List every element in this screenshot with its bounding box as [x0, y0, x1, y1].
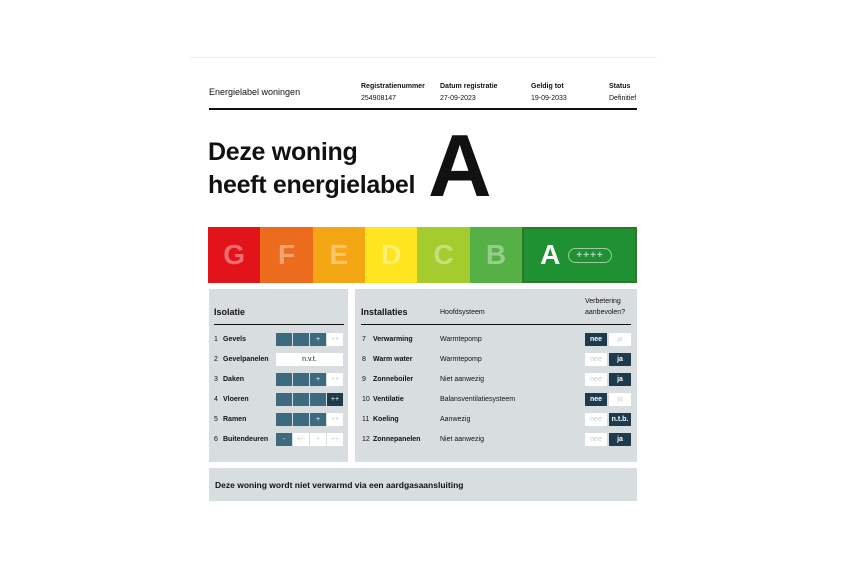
nee-option: nee — [585, 373, 607, 386]
nee-option: nee — [585, 333, 607, 346]
ja-option: ja — [609, 333, 631, 346]
row-number: 11 — [362, 416, 370, 423]
row-system: Warmtepomp — [440, 336, 482, 343]
row-name: Koeling — [373, 416, 399, 423]
row-system: Niet aanwezig — [440, 436, 484, 443]
energy-label-letter: A — [428, 116, 492, 215]
isolatie-rule — [214, 324, 344, 325]
installatie-row — [362, 413, 632, 426]
isolatie-row — [214, 353, 344, 366]
registration-number-label: Registratienummer — [361, 83, 425, 90]
status — [609, 81, 636, 105]
scale-segment-a — [522, 227, 637, 283]
rating-cells — [276, 433, 343, 446]
row-name: Vloeren — [223, 396, 249, 403]
isolatie-row — [214, 333, 344, 346]
row-number: 10 — [362, 396, 370, 403]
registration-number-value: 254908147 — [361, 95, 397, 102]
rating-cell — [310, 393, 326, 406]
rating-cells — [276, 413, 343, 426]
row-name: Zonneboiler — [373, 376, 414, 383]
registration-date — [440, 81, 498, 105]
registration-date-label: Datum registratie — [440, 83, 498, 90]
title-line-1: Deze woning — [208, 138, 358, 166]
verbetering-header-2: aanbevolen? — [585, 309, 626, 316]
recommendation-toggle — [585, 353, 631, 366]
rating-cells — [276, 373, 343, 386]
ja-option: ja — [609, 373, 631, 386]
rating-cell: + — [310, 333, 326, 346]
row-system: Aanwezig — [440, 416, 471, 423]
row-name: Buitendeuren — [223, 436, 269, 443]
document-title: Energielabel woningen — [209, 87, 301, 97]
row-name: Daken — [223, 376, 245, 383]
row-number: 2 — [214, 356, 218, 363]
row-name: Zonnepanelen — [373, 436, 421, 443]
ja-option: ja — [609, 393, 631, 406]
scale-letter: F — [277, 239, 296, 270]
row-number: 1 — [214, 336, 218, 343]
rating-cell — [293, 413, 309, 426]
page-title — [208, 136, 415, 202]
row-system: Niet aanwezig — [440, 376, 484, 383]
registration-date-value: 27-09-2023 — [440, 95, 476, 102]
rating-cell: - — [276, 433, 292, 446]
isolatie-panel — [209, 289, 348, 462]
rating-cell: ++ — [327, 433, 343, 446]
row-number: 6 — [214, 436, 218, 443]
row-name: Ventilatie — [373, 396, 404, 403]
isolatie-title: Isolatie — [214, 307, 246, 317]
row-number: 12 — [362, 436, 370, 443]
rating-cells — [276, 393, 343, 406]
verbetering-header-1: Verbetering — [585, 298, 621, 305]
rating-cell: ++ — [327, 413, 343, 426]
status-label: Status — [609, 83, 631, 90]
isolatie-row — [214, 413, 344, 426]
scale-letter: C — [433, 239, 454, 270]
installatie-row — [362, 373, 632, 386]
row-system: Warmtepomp — [440, 356, 482, 363]
scale-letter: E — [329, 239, 349, 270]
scale-segment-d — [365, 227, 417, 283]
installaties-title: Installaties — [361, 307, 408, 317]
row-name: Gevels — [223, 336, 246, 343]
row-number: 9 — [362, 376, 366, 383]
rating-cell — [276, 373, 292, 386]
ja-option: ja — [609, 433, 631, 446]
isolatie-row — [214, 373, 344, 386]
row-number: 3 — [214, 376, 218, 383]
energy-scale — [208, 227, 637, 283]
rating-cell: ++ — [327, 373, 343, 386]
installatie-row — [362, 353, 632, 366]
rating-cell — [293, 373, 309, 386]
rating-cell — [293, 333, 309, 346]
ja-option: n.t.b. — [609, 413, 631, 426]
row-number: 8 — [362, 356, 366, 363]
plus-badge: ++++ — [568, 248, 611, 263]
label-header — [209, 78, 637, 110]
nee-option: nee — [585, 433, 607, 446]
rating-cell: ++ — [327, 333, 343, 346]
row-number: 4 — [214, 396, 218, 403]
row-system: Balansventilatiesysteem — [440, 396, 516, 403]
valid-until — [531, 81, 567, 105]
rating-cell — [276, 413, 292, 426]
rating-cell: +/- — [293, 433, 309, 446]
nee-option: nee — [585, 353, 607, 366]
recommendation-toggle — [585, 333, 631, 346]
recommendation-toggle — [585, 413, 631, 426]
row-name: Warm water — [373, 356, 413, 363]
rating-cell: ++ — [327, 393, 343, 406]
rating-cells — [276, 333, 343, 346]
scale-letter: B — [485, 239, 507, 270]
ja-option: ja — [609, 353, 631, 366]
isolatie-row — [214, 393, 344, 406]
rating-cell: + — [310, 373, 326, 386]
scale-segment-e — [313, 227, 365, 283]
installaties-rule — [361, 324, 631, 325]
isolatie-row — [214, 433, 344, 446]
row-number: 7 — [362, 336, 366, 343]
scale-letter: D — [381, 239, 402, 270]
scale-segment-f — [260, 227, 312, 283]
scale-segment-g — [208, 227, 260, 283]
status-value: Definitief — [609, 95, 637, 102]
installatie-row — [362, 393, 632, 406]
gas-notice — [209, 468, 637, 501]
scale-letter: A — [540, 239, 561, 270]
row-name: Verwarming — [373, 336, 413, 343]
hoofdsysteem-header: Hoofdsysteem — [440, 309, 485, 316]
recommendation-toggle — [585, 373, 631, 386]
rating-cell — [293, 393, 309, 406]
rating-cell: + — [310, 413, 326, 426]
nee-option: nee — [585, 393, 607, 406]
scale-segment-c — [417, 227, 469, 283]
scale-segment-b — [470, 227, 522, 283]
title-line-2: heeft energielabel — [208, 171, 416, 199]
row-name: Gevelpanelen — [223, 356, 269, 363]
recommendation-toggle — [585, 433, 631, 446]
nee-option: nee — [585, 413, 607, 426]
row-number: 5 — [214, 416, 218, 423]
gas-notice-text: Deze woning wordt niet verwarmd via een aardgasaansluiting — [215, 480, 464, 490]
top-divider — [190, 57, 657, 58]
rating-cell: + — [310, 433, 326, 446]
row-name: Ramen — [223, 416, 247, 423]
installaties-panel — [355, 289, 637, 462]
installatie-row — [362, 433, 632, 446]
rating-cell — [276, 393, 292, 406]
registration-number — [361, 81, 425, 105]
scale-letter: G — [223, 239, 246, 270]
nvt-indicator: n.v.t. — [276, 353, 343, 366]
valid-until-value: 19-09-2033 — [531, 95, 567, 102]
recommendation-toggle — [585, 393, 631, 406]
installatie-row — [362, 333, 632, 346]
rating-cell — [276, 333, 292, 346]
valid-until-label: Geldig tot — [531, 83, 564, 90]
